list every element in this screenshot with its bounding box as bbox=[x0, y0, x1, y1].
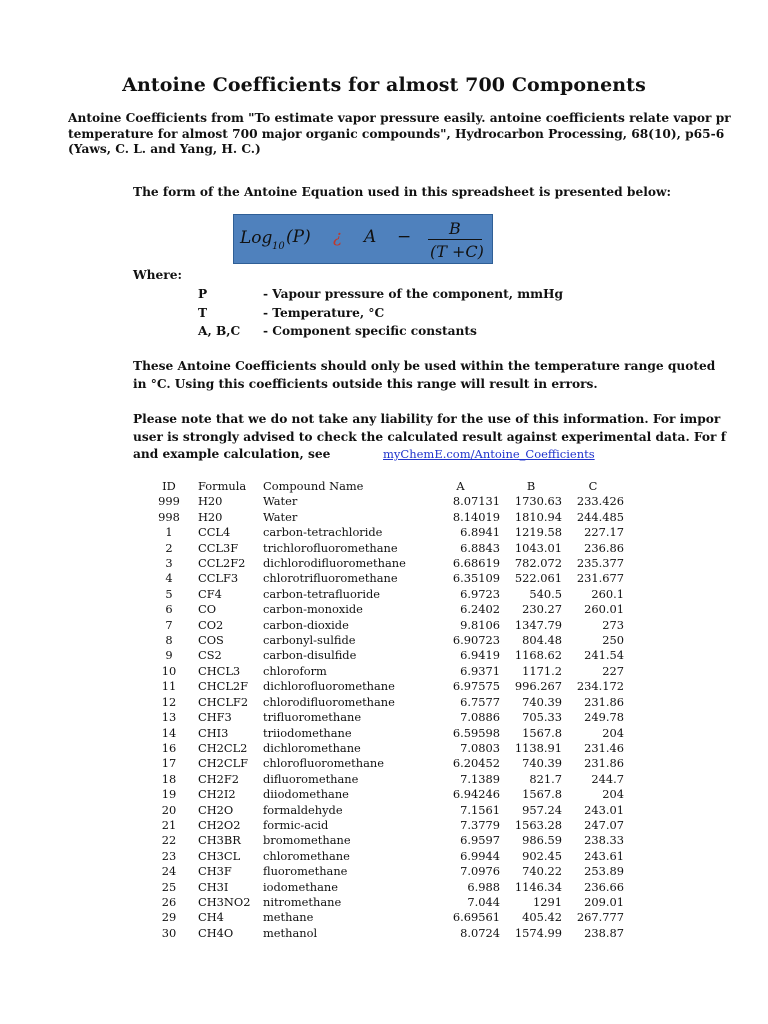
cell-id: 12 bbox=[161, 694, 177, 709]
cell-formula: CH2O bbox=[198, 802, 234, 817]
cell-a: 8.0724 bbox=[460, 925, 500, 940]
cell-c: 204 bbox=[602, 787, 624, 802]
cell-c: 231.86 bbox=[584, 694, 624, 709]
cell-c: 244.485 bbox=[576, 509, 624, 524]
cell-a: 7.1389 bbox=[460, 771, 500, 786]
cell-b: 1347.79 bbox=[514, 617, 562, 632]
cell-a: 7.044 bbox=[467, 894, 500, 909]
cell-a: 6.97575 bbox=[452, 679, 500, 694]
cell-b: 740.39 bbox=[522, 694, 562, 709]
table-row bbox=[140, 541, 624, 556]
antoine-coefficients-link[interactable]: myChemE.com/Antoine_Coefficients bbox=[383, 447, 595, 461]
cell-b: 1138.91 bbox=[514, 740, 562, 755]
cell-c: 273 bbox=[602, 617, 624, 632]
where-label: Where: bbox=[133, 268, 182, 282]
cell-formula: CH2O2 bbox=[198, 817, 241, 832]
cell-c: 250 bbox=[602, 633, 624, 648]
table-row bbox=[140, 648, 624, 663]
cell-id: 10 bbox=[161, 663, 177, 678]
cell-formula: CH3CL bbox=[198, 848, 241, 863]
cell-c: 234.172 bbox=[576, 679, 624, 694]
cell-a: 6.9944 bbox=[460, 848, 500, 863]
cell-a: 6.68619 bbox=[452, 556, 500, 571]
cell-c: 243.61 bbox=[584, 848, 624, 863]
cell-compound-name: formic-acid bbox=[263, 817, 329, 832]
cell-formula: CHF3 bbox=[198, 710, 232, 725]
antoine-coefficients-table bbox=[140, 479, 624, 941]
definition-symbol: P bbox=[198, 287, 208, 301]
table-row bbox=[140, 602, 624, 617]
cell-c: 235.377 bbox=[576, 556, 624, 571]
table-row bbox=[140, 895, 624, 910]
note-line: These Antoine Coefficients should only be used within the temperature range quoted bbox=[133, 359, 716, 373]
cell-compound-name: formaldehyde bbox=[263, 802, 343, 817]
cell-formula: COS bbox=[198, 633, 224, 648]
cell-id: 1 bbox=[165, 525, 173, 540]
cell-compound-name: Water bbox=[263, 509, 298, 524]
cell-c: 227 bbox=[602, 663, 624, 678]
table-row bbox=[140, 525, 624, 540]
page-title: Antoine Coefficients for almost 700 Components bbox=[122, 74, 646, 96]
cell-a: 6.59598 bbox=[452, 725, 500, 740]
cell-b: 1171.2 bbox=[522, 663, 562, 678]
cell-id: 7 bbox=[165, 617, 173, 632]
table-row bbox=[140, 494, 624, 509]
cell-a: 6.9597 bbox=[460, 833, 500, 848]
cell-formula: CHI3 bbox=[198, 725, 229, 740]
cell-formula: CHCL3 bbox=[198, 663, 241, 678]
cell-b: 740.22 bbox=[522, 864, 562, 879]
cell-compound-name: carbon-tetrachloride bbox=[263, 525, 383, 540]
table-row bbox=[140, 926, 624, 941]
cell-formula: CH3I bbox=[198, 879, 229, 894]
cell-b: 902.45 bbox=[522, 848, 562, 863]
cell-a: 6.7577 bbox=[460, 694, 500, 709]
cell-c: 233.426 bbox=[576, 494, 624, 509]
cell-b: 1567.8 bbox=[522, 725, 562, 740]
cell-id: 16 bbox=[161, 740, 177, 755]
cell-compound-name: bromomethane bbox=[263, 833, 351, 848]
cell-formula: CH2F2 bbox=[198, 771, 240, 786]
cell-id: 17 bbox=[161, 756, 177, 771]
equation-intro-text: The form of the Antoine Equation used in this spreadsheet is presented below: bbox=[133, 185, 671, 199]
cell-id: 21 bbox=[161, 817, 177, 832]
cell-id: 4 bbox=[165, 571, 173, 586]
table-row bbox=[140, 787, 624, 802]
column-header-a: A bbox=[456, 479, 465, 493]
cell-b: 405.42 bbox=[522, 910, 562, 925]
equation-constant-a: A bbox=[364, 227, 377, 247]
intro-line: Antoine Coefficients from "To estimate vapor pressure easily. antoine coefficients relate vapor pr bbox=[68, 111, 731, 125]
cell-b: 1219.58 bbox=[514, 525, 562, 540]
equation-equals-glyph: ¿ bbox=[333, 227, 343, 247]
cell-id: 9 bbox=[165, 648, 173, 663]
cell-formula: CH2I2 bbox=[198, 787, 236, 802]
cell-formula: CH3F bbox=[198, 864, 232, 879]
table-row bbox=[140, 772, 624, 787]
cell-formula: CH3BR bbox=[198, 833, 241, 848]
cell-a: 8.14019 bbox=[452, 509, 500, 524]
cell-compound-name: carbon-disulfide bbox=[263, 648, 357, 663]
cell-compound-name: fluoromethane bbox=[263, 864, 348, 879]
column-header-c: C bbox=[588, 479, 598, 493]
table-row bbox=[140, 679, 624, 694]
cell-compound-name: carbon-tetrafluoride bbox=[263, 586, 380, 601]
cell-b: 740.39 bbox=[522, 756, 562, 771]
cell-formula: CHCL2F bbox=[198, 679, 249, 694]
table-row bbox=[140, 880, 624, 895]
table-row bbox=[140, 664, 624, 679]
cell-b: 957.24 bbox=[522, 802, 562, 817]
cell-a: 8.07131 bbox=[452, 494, 500, 509]
note-last-text: and example calculation, see bbox=[133, 447, 331, 461]
cell-c: 260.1 bbox=[591, 586, 624, 601]
cell-b: 1810.94 bbox=[514, 509, 562, 524]
cell-id: 14 bbox=[161, 725, 177, 740]
definition-description: - Temperature, °C bbox=[263, 305, 385, 320]
cell-b: 821.7 bbox=[529, 771, 562, 786]
cell-id: 18 bbox=[161, 771, 177, 786]
definition-symbol: A, B,C bbox=[198, 324, 241, 338]
cell-b: 705.33 bbox=[522, 710, 562, 725]
cell-a: 6.90723 bbox=[452, 633, 500, 648]
cell-a: 6.8843 bbox=[460, 540, 500, 555]
cell-formula: CCL3F bbox=[198, 540, 239, 555]
table-row bbox=[140, 741, 624, 756]
cell-a: 6.988 bbox=[467, 879, 500, 894]
cell-formula: CH3NO2 bbox=[198, 894, 251, 909]
cell-c: 231.46 bbox=[584, 740, 624, 755]
cell-formula: CCL2F2 bbox=[198, 556, 246, 571]
cell-c: 209.01 bbox=[584, 894, 624, 909]
table-body bbox=[140, 494, 624, 941]
cell-a: 6.20452 bbox=[452, 756, 500, 771]
definition-description: - Component specific constants bbox=[263, 324, 477, 338]
cell-b: 996.267 bbox=[514, 679, 562, 694]
cell-b: 1168.62 bbox=[514, 648, 562, 663]
cell-a: 6.2402 bbox=[460, 602, 500, 617]
cell-c: 238.33 bbox=[584, 833, 624, 848]
cell-a: 7.3779 bbox=[460, 817, 500, 832]
cell-compound-name: iodomethane bbox=[263, 879, 338, 894]
intro-paragraph bbox=[68, 111, 768, 158]
cell-c: 238.87 bbox=[584, 925, 624, 940]
cell-b: 1567.8 bbox=[522, 787, 562, 802]
cell-formula: CS2 bbox=[198, 648, 222, 663]
cell-a: 6.9723 bbox=[460, 586, 500, 601]
cell-id: 11 bbox=[161, 679, 177, 694]
table-header-row bbox=[140, 479, 624, 494]
cell-compound-name: triiodomethane bbox=[263, 725, 352, 740]
cell-c: 249.78 bbox=[584, 710, 624, 725]
table-row bbox=[140, 833, 624, 848]
cell-id: 8 bbox=[165, 633, 173, 648]
cell-compound-name: chlorofluoromethane bbox=[263, 756, 384, 771]
cell-formula: CH4 bbox=[198, 910, 224, 925]
note-line bbox=[133, 446, 768, 464]
cell-formula: H20 bbox=[198, 494, 223, 509]
cell-a: 6.9419 bbox=[460, 648, 500, 663]
antoine-equation-box bbox=[233, 214, 493, 264]
cell-a: 7.1561 bbox=[460, 802, 500, 817]
cell-compound-name: chloromethane bbox=[263, 848, 350, 863]
definition-description: - Vapour pressure of the component, mmHg bbox=[263, 287, 564, 301]
table-row bbox=[140, 910, 624, 925]
table-row bbox=[140, 818, 624, 833]
cell-id: 22 bbox=[161, 833, 177, 848]
cell-id: 19 bbox=[161, 787, 177, 802]
cell-b: 1291 bbox=[533, 894, 562, 909]
table-row bbox=[140, 849, 624, 864]
cell-id: 24 bbox=[161, 864, 177, 879]
cell-formula: H20 bbox=[198, 509, 223, 524]
column-header-compound-name: Compound Name bbox=[263, 479, 364, 493]
equation-log: Log bbox=[240, 228, 273, 248]
table-row bbox=[140, 633, 624, 648]
equation-pressure: (P) bbox=[286, 227, 311, 247]
column-header-formula: Formula bbox=[198, 479, 247, 493]
cell-b: 1574.99 bbox=[514, 925, 562, 940]
cell-compound-name: Water bbox=[263, 494, 298, 509]
cell-id: 6 bbox=[165, 602, 173, 617]
table-row bbox=[140, 510, 624, 525]
cell-c: 241.54 bbox=[584, 648, 624, 663]
table-row bbox=[140, 726, 624, 741]
cell-compound-name: trifluoromethane bbox=[263, 710, 362, 725]
cell-c: 247.07 bbox=[584, 817, 624, 832]
cell-compound-name: methanol bbox=[263, 925, 318, 940]
liability-note bbox=[133, 411, 768, 464]
cell-compound-name: nitromethane bbox=[263, 894, 342, 909]
table-row bbox=[140, 756, 624, 771]
cell-c: 260.01 bbox=[584, 602, 624, 617]
note-line: Please note that we do not take any liability for the use of this information. For impor bbox=[133, 412, 721, 426]
cell-b: 1563.28 bbox=[514, 817, 562, 832]
cell-id: 29 bbox=[161, 910, 177, 925]
cell-a: 6.94246 bbox=[452, 787, 500, 802]
cell-b: 986.59 bbox=[522, 833, 562, 848]
cell-compound-name: diiodomethane bbox=[263, 787, 349, 802]
cell-formula: CH2CL2 bbox=[198, 740, 248, 755]
cell-c: 267.777 bbox=[576, 910, 624, 925]
cell-id: 3 bbox=[165, 556, 173, 571]
table-row bbox=[140, 710, 624, 725]
cell-c: 227.17 bbox=[584, 525, 624, 540]
cell-formula: CF4 bbox=[198, 586, 222, 601]
cell-compound-name: carbonyl-sulfide bbox=[263, 633, 356, 648]
table-row bbox=[140, 618, 624, 633]
cell-compound-name: difluoromethane bbox=[263, 771, 359, 786]
cell-compound-name: dichlorodifluoromethane bbox=[263, 556, 406, 571]
cell-a: 6.69561 bbox=[452, 910, 500, 925]
cell-a: 9.8106 bbox=[460, 617, 500, 632]
cell-formula: CCLF3 bbox=[198, 571, 239, 586]
cell-id: 999 bbox=[158, 494, 180, 509]
cell-compound-name: dichloromethane bbox=[263, 740, 361, 755]
equation-minus: − bbox=[397, 227, 412, 247]
equation-numerator-b: B bbox=[449, 219, 461, 238]
cell-a: 6.9371 bbox=[460, 663, 500, 678]
cell-a: 7.0976 bbox=[460, 864, 500, 879]
note-line: in °C. Using this coefficients outside this range will result in errors. bbox=[133, 376, 598, 391]
cell-c: 231.86 bbox=[584, 756, 624, 771]
cell-b: 782.072 bbox=[514, 556, 562, 571]
cell-b: 230.27 bbox=[522, 602, 562, 617]
cell-id: 30 bbox=[161, 925, 177, 940]
definition-symbol: T bbox=[198, 305, 208, 320]
equation-denominator: (T +C) bbox=[430, 242, 484, 261]
cell-c: 243.01 bbox=[584, 802, 624, 817]
cell-c: 236.66 bbox=[584, 879, 624, 894]
column-header-b: B bbox=[526, 479, 536, 493]
cell-formula: CH4O bbox=[198, 925, 234, 940]
cell-a: 7.0803 bbox=[460, 740, 500, 755]
cell-formula: CHCLF2 bbox=[198, 694, 249, 709]
cell-a: 6.8941 bbox=[460, 525, 500, 540]
cell-a: 6.35109 bbox=[452, 571, 500, 586]
table-row bbox=[140, 587, 624, 602]
cell-b: 1730.63 bbox=[514, 494, 562, 509]
cell-compound-name: chloroform bbox=[263, 663, 327, 678]
cell-compound-name: chlorodifluoromethane bbox=[263, 694, 395, 709]
equation-log-base: 10 bbox=[272, 241, 285, 252]
table-row bbox=[140, 803, 624, 818]
intro-line: temperature for almost 700 major organic compounds", Hydrocarbon Processing, 68(10), p65-6 bbox=[68, 126, 725, 141]
cell-compound-name: methane bbox=[263, 910, 314, 925]
cell-id: 23 bbox=[161, 848, 177, 863]
cell-c: 253.89 bbox=[584, 864, 624, 879]
cell-compound-name: carbon-dioxide bbox=[263, 617, 349, 632]
cell-id: 26 bbox=[161, 894, 177, 909]
temperature-range-note bbox=[133, 358, 768, 393]
note-line: user is strongly advised to check the calculated result against experimental data. For f bbox=[133, 429, 726, 444]
cell-compound-name: trichlorofluoromethane bbox=[263, 540, 398, 555]
table-row bbox=[140, 556, 624, 571]
equation-fraction-bar bbox=[428, 239, 482, 240]
cell-b: 1146.34 bbox=[514, 879, 562, 894]
cell-id: 5 bbox=[165, 586, 173, 601]
column-header-id: ID bbox=[162, 479, 176, 493]
cell-b: 1043.01 bbox=[514, 540, 562, 555]
table-row bbox=[140, 571, 624, 586]
cell-formula: CCL4 bbox=[198, 525, 231, 540]
cell-id: 20 bbox=[161, 802, 177, 817]
cell-id: 998 bbox=[158, 509, 180, 524]
cell-compound-name: carbon-monoxide bbox=[263, 602, 363, 617]
cell-id: 2 bbox=[165, 540, 173, 555]
cell-a: 7.0886 bbox=[460, 710, 500, 725]
cell-formula: CO bbox=[198, 602, 217, 617]
cell-b: 804.48 bbox=[522, 633, 562, 648]
cell-b: 522.061 bbox=[514, 571, 562, 586]
table-row bbox=[140, 695, 624, 710]
cell-c: 244.7 bbox=[591, 771, 624, 786]
cell-compound-name: dichlorofluoromethane bbox=[263, 679, 395, 694]
intro-line: (Yaws, C. L. and Yang, H. C.) bbox=[68, 142, 261, 156]
table-row bbox=[140, 864, 624, 879]
cell-id: 13 bbox=[161, 710, 177, 725]
cell-c: 204 bbox=[602, 725, 624, 740]
cell-compound-name: chlorotrifluoromethane bbox=[263, 571, 398, 586]
cell-c: 236.86 bbox=[584, 540, 624, 555]
cell-id: 25 bbox=[161, 879, 177, 894]
cell-b: 540.5 bbox=[529, 586, 562, 601]
cell-formula: CH2CLF bbox=[198, 756, 249, 771]
cell-formula: CO2 bbox=[198, 617, 224, 632]
cell-c: 231.677 bbox=[576, 571, 624, 586]
